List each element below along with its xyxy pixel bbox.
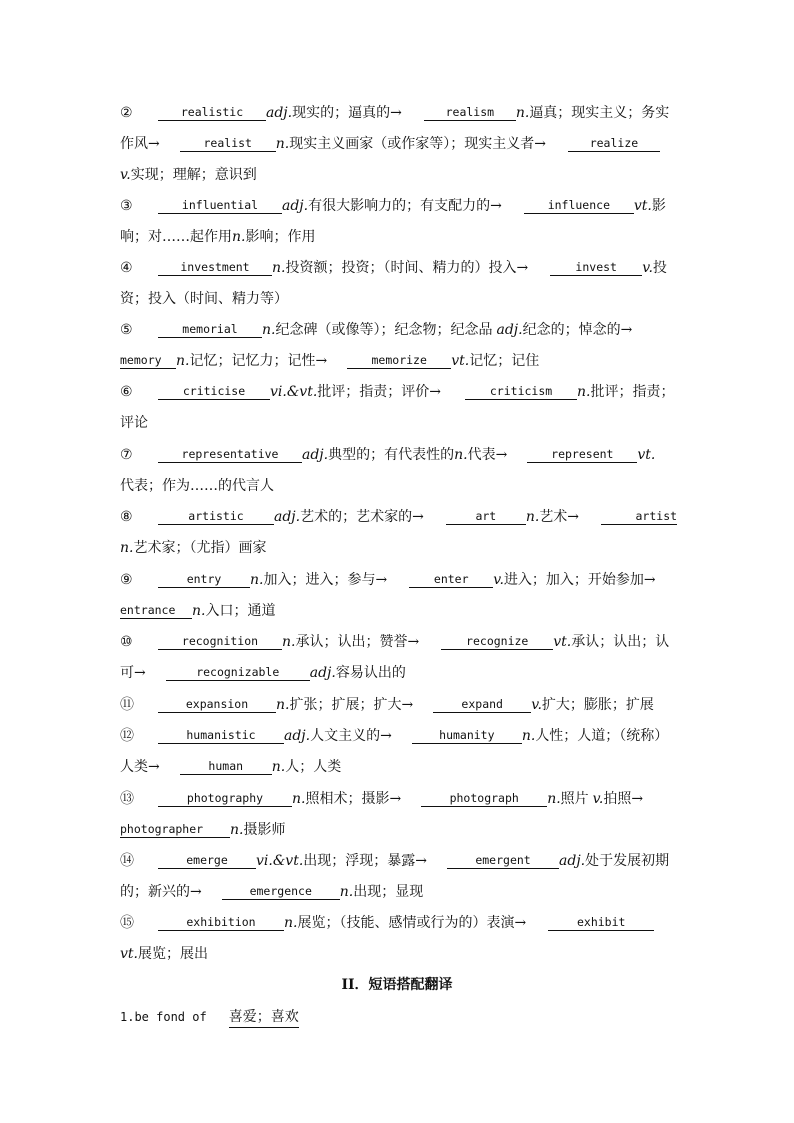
- answer-blank: realistic: [158, 104, 266, 121]
- item-14-line-1: ⑭ emerge vi.&vt.出现；浮现；暴露→ emergent adj.处于发展初期: [120, 853, 670, 869]
- answer-blank: criticise: [158, 383, 270, 400]
- phrase-answer: 喜爱；喜欢: [229, 1007, 299, 1028]
- answer-blank: human: [180, 758, 272, 775]
- answer-blank: realize: [568, 135, 660, 152]
- item-15-line-1: ⑮ exhibition n.展览；（技能、感情或行为的）表演→ exhibit: [120, 913, 654, 933]
- item-13-line-1: ⑬ photography n.照相术；摄影→ photograph n.照片 v.拍照→: [120, 791, 644, 807]
- item-7-line-1: ⑦ representative adj.典型的；有代表性的n.代表→ represent vt.: [120, 447, 656, 463]
- answer-blank: emerge: [158, 852, 256, 869]
- item-2-line-1: ② realistic adj.现实的；逼真的→ realism n.逼真；现实主义；务实: [120, 105, 670, 121]
- item-8-line-1: ⑧ artistic adj.艺术的；艺术家的→ art n.艺术→ artist: [120, 509, 678, 525]
- answer-blank: recognizable: [166, 664, 310, 681]
- item-8-line-2: n.艺术家；（尤指）画家: [120, 540, 267, 556]
- answer-blank: enter: [409, 571, 493, 588]
- item-15-line-2: vt.展览；展出: [120, 946, 208, 962]
- item-7-line-2: 代表；作为……的代言人: [120, 478, 274, 494]
- item-14-line-2: 的；新兴的→ emergence n.出现；显现: [120, 884, 424, 900]
- phrase-label: 1.be fond of: [120, 1010, 207, 1024]
- answer-blank: exhibition: [158, 914, 284, 931]
- answer-blank: realist: [180, 135, 276, 152]
- item-5-line-1: ⑤ memorial n.纪念碑（或像等）；纪念物；纪念品 adj.纪念的；悼念的→: [120, 322, 633, 338]
- item-2-line-2: 作风→ realist n.现实主义画家（或作家等）；现实主义者→ realize: [120, 134, 660, 154]
- item-4-line-1: ④ investment n.投资额；投资；（时间、精力的）投入→ invest v.投: [120, 260, 667, 276]
- answer-blank: artistic: [158, 508, 274, 525]
- item-10-line-1: ⑩ recognition n.承认；认出；赞誉→ recognize vt.承认；认出；认: [120, 634, 670, 650]
- answer-blank: emergence: [222, 883, 340, 900]
- item-5-line-2: memory n.记忆；记忆力；记性→ memorize vt.记忆；记住: [120, 353, 540, 369]
- answer-blank: investment: [158, 259, 272, 276]
- item-9-line-1: ⑨ entry n.加入；进入；参与→ enter v.进入；加入；开始参加→: [120, 572, 656, 588]
- answer-blank: represent: [527, 446, 637, 463]
- answer-blank: photographer: [120, 821, 230, 838]
- section-heading: II．短语搭配翻译: [341, 977, 453, 993]
- answer-blank: photograph: [421, 790, 547, 807]
- answer-blank: exhibit: [548, 914, 654, 931]
- item-10-line-2: 可→ recognizable adj.容易认出的: [120, 665, 406, 681]
- item-13-line-2: photographer n.摄影师: [120, 822, 286, 838]
- answer-blank: emergent: [447, 852, 559, 869]
- item-11-line-1: ⑪ expansion n.扩张；扩展；扩大→ expand v.扩大；膨胀；扩展: [120, 697, 654, 713]
- item-6-line-1: ⑥ criticise vi.&vt.批评；指责；评价→ criticism n.批评；指责；: [120, 384, 675, 400]
- item-3-line-1: ③ influential adj.有很大影响力的；有支配力的→ influence vt.影: [120, 198, 666, 214]
- item-12-line-1: ⑫ humanistic adj.人文主义的→ humanity n.人性；人道；（统称）: [120, 728, 669, 744]
- answer-blank: expansion: [158, 696, 276, 713]
- item-2-line-3: v.实现；理解；意识到: [120, 167, 257, 183]
- answer-blank: humanity: [412, 727, 522, 744]
- answer-blank: memory: [120, 352, 176, 369]
- answer-blank: entrance: [120, 602, 192, 619]
- answer-blank: recognize: [441, 633, 553, 650]
- answer-blank: invest: [550, 259, 642, 276]
- answer-blank: representative: [158, 446, 302, 463]
- answer-blank: artist: [601, 508, 677, 525]
- answer-blank: photography: [158, 790, 292, 807]
- answer-blank: expand: [433, 696, 531, 713]
- item-3-line-2: 响；对……起作用n.影响；作用: [120, 229, 316, 245]
- item-4-line-2: 资；投入（时间、精力等）: [120, 291, 288, 307]
- answer-blank: memorize: [347, 352, 451, 369]
- item-9-line-2: entrance n.入口；通道: [120, 603, 276, 619]
- answer-blank: criticism: [465, 383, 577, 400]
- answer-blank: influential: [158, 197, 282, 214]
- answer-blank: memorial: [158, 321, 262, 338]
- item-number: ②: [120, 105, 133, 121]
- answer-blank: realism: [424, 104, 516, 121]
- item-12-line-2: 人类→ human n.人；人类: [120, 759, 342, 775]
- answer-blank: entry: [158, 571, 250, 588]
- answer-blank: humanistic: [158, 727, 284, 744]
- phrase-item-1: [120, 1007, 299, 1028]
- answer-blank: influence: [524, 197, 634, 214]
- answer-blank: art: [446, 508, 526, 525]
- answer-blank: recognition: [158, 633, 282, 650]
- item-6-line-2: 评论: [120, 415, 148, 431]
